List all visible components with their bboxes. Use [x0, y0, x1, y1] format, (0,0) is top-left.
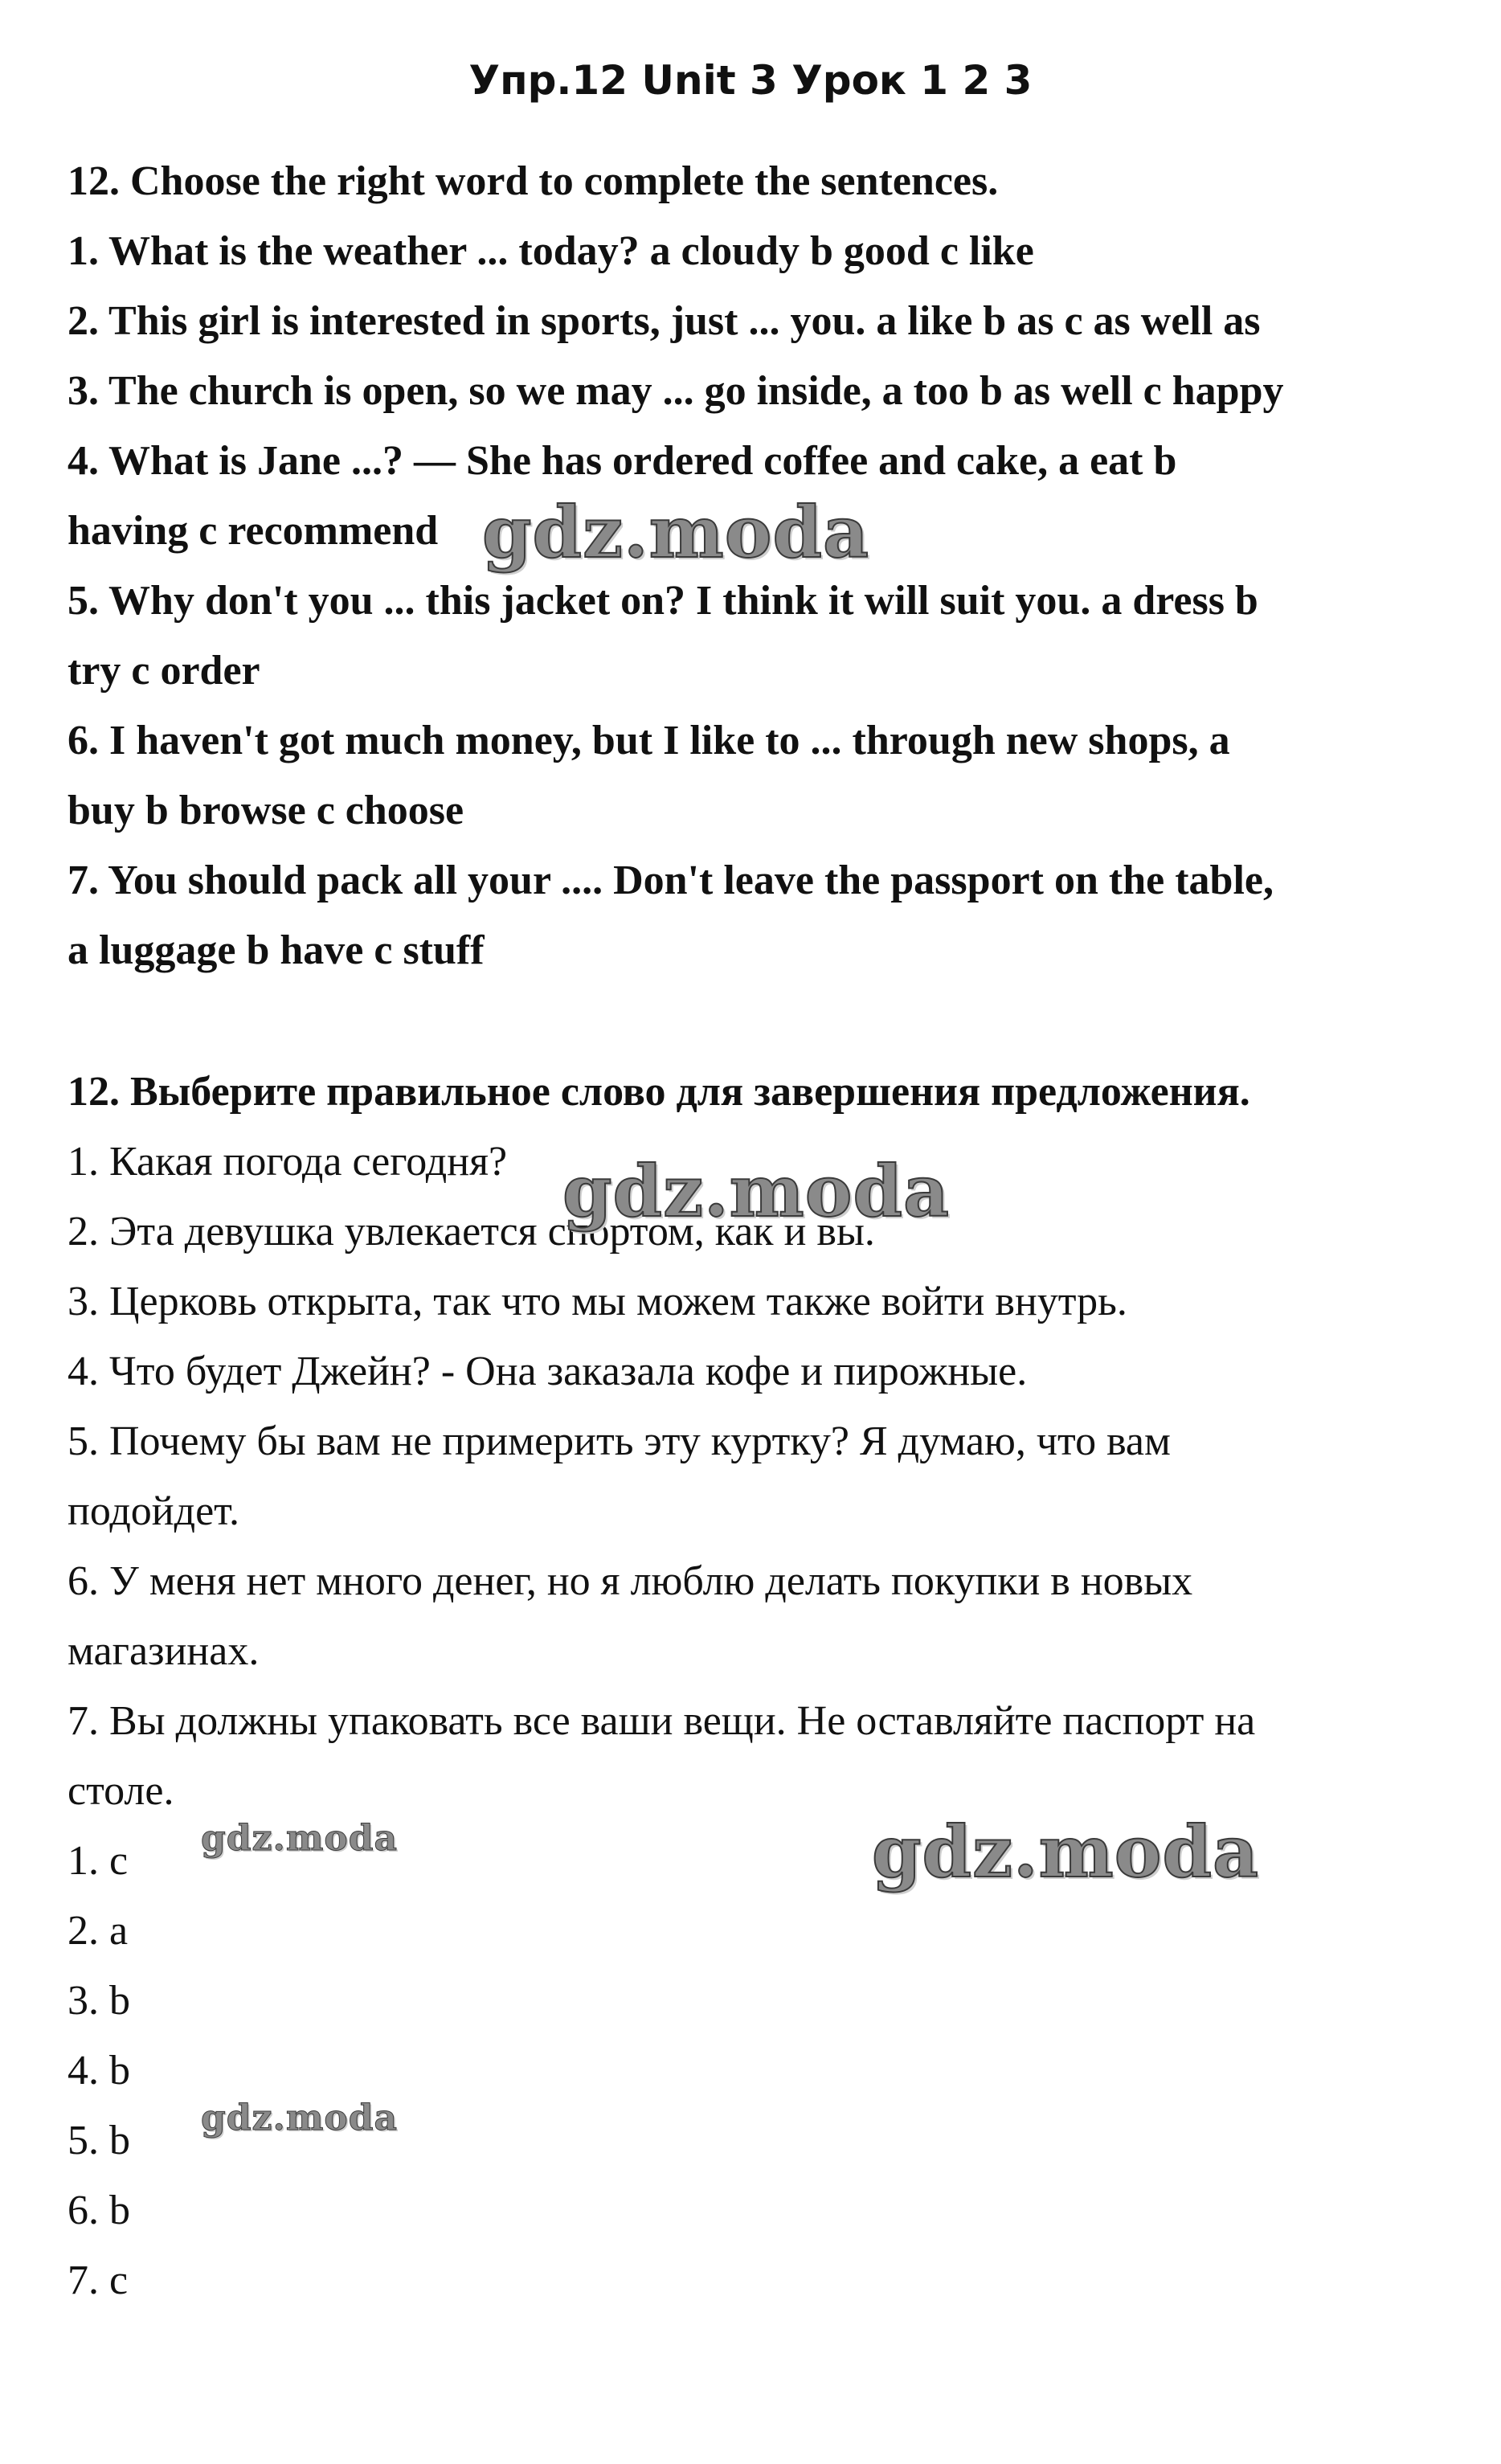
english-line: 4. What is Jane ...? — She has ordered coffee and cake, a eat b: [67, 438, 1177, 484]
english-line: a luggage b have c stuff: [67, 927, 485, 973]
english-line: 2. This girl is interested in sports, just ... you. a like b as c as well as: [67, 298, 1261, 344]
russian-line: 1. Какая погода сегодня?: [67, 1139, 508, 1185]
russian-line: столе.: [67, 1768, 174, 1814]
answer-item: 3. b: [67, 1978, 130, 2024]
russian-line: 5. Почему бы вам не примерить эту куртку? Я думаю, что вам: [67, 1418, 1171, 1464]
english-line: 5. Why don't you ... this jacket on? I think it will suit you. a dress b: [67, 578, 1258, 624]
russian-line: 2. Эта девушка увлекается спортом, как и вы.: [67, 1209, 875, 1255]
english-heading: 12. Choose the right word to complete the sentences.: [67, 158, 999, 204]
answer-item: 4. b: [67, 2048, 130, 2094]
watermark-logo: gdz.moda: [201, 1818, 399, 1859]
english-line: 7. You should pack all your .... Don't leave the passport on the table,: [67, 857, 1274, 903]
english-line: buy b browse c choose: [67, 788, 464, 833]
russian-line: 7. Вы должны упаковать все ваши вещи. Не оставляйте паспорт на: [67, 1698, 1256, 1744]
english-line: 6. I haven't got much money, but I like to ... through new shops, a: [67, 718, 1230, 763]
watermark-logo: gdz.moda: [872, 1810, 1260, 1893]
russian-line: подойдет.: [67, 1488, 239, 1534]
english-line: 3. The church is open, so we may ... go inside, a too b as well c happy: [67, 368, 1284, 414]
english-line: having c recommend: [67, 508, 439, 554]
answer-item: 7. c: [67, 2257, 129, 2303]
russian-heading: 12. Выберите правильное слово для завершения предложения.: [67, 1069, 1250, 1115]
answer-item: 6. b: [67, 2188, 130, 2233]
answer-item: 5. b: [67, 2118, 130, 2163]
russian-line: 4. Что будет Джейн? - Она заказала кофе и пирожные.: [67, 1349, 1028, 1394]
russian-line: 3. Церковь открыта, так что мы можем также войти внутрь.: [67, 1279, 1127, 1324]
answer-item: 2. a: [67, 1908, 129, 1954]
answer-item: 1. c: [67, 1838, 129, 1884]
english-line: 1. What is the weather ... today? a cloudy b good c like: [67, 228, 1034, 274]
watermark-logo: gdz.moda: [201, 2098, 399, 2139]
russian-line: магазинах.: [67, 1628, 260, 1674]
watermark-logo: gdz.moda: [482, 490, 870, 574]
page-title: Упр.12 Unit 3 Урок 1 2 3: [468, 57, 1033, 104]
russian-line: 6. У меня нет много денег, но я люблю делать покупки в новых: [67, 1558, 1193, 1604]
answer-list: [67, 1826, 1450, 2315]
watermark-logo: gdz.moda: [562, 1149, 951, 1233]
english-line: try c order: [67, 648, 260, 694]
